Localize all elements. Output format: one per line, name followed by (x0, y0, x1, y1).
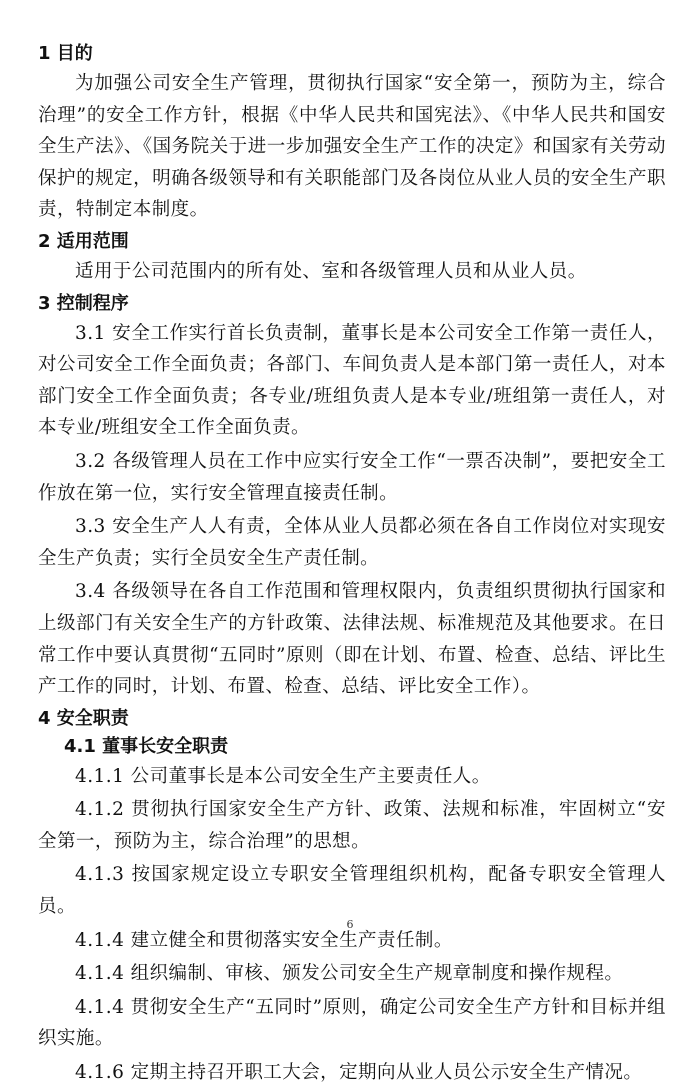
scope-paragraph: 适用于公司范围内的所有处、室和各级管理人员和从业人员。 (75, 260, 587, 282)
clause-3-3: 3.3 安全生产人人有责，全体从业人员都必须在各自工作岗位对实现安全生产负责；实行全员安全生产责任制。 (38, 516, 666, 569)
clause-4-1-6: 4.1.6 定期主持召开职工大会，定期向从业人员公示安全生产情况。 (75, 1062, 643, 1084)
clause-3-1: 3.1 安全工作实行首长负责制，董事长是本公司安全工作第一责任人，对公司安全工作全面负责；各部门、车间负责人是本部门第一责任人，对本部门安全工作全面负责；各专业/班组负责人是本专业/班组第一责任人，对本专业/班组安全工作全面负责。 (38, 322, 666, 439)
clause-4-1-4b: 4.1.4 组织编制、审核、颁发公司安全生产规章制度和操作规程。 (75, 963, 624, 985)
clause-3-4: 3.4 各级领导在各自工作范围和管理权限内，负责组织贯彻执行国家和上级部门有关安全生产的方针政策、法律法规、标准规范及其他要求。在日常工作中要认真贯彻“五同时”原则（即在计划、布置、检查、总结、评比生产工作的同时，计划、布置、检查、总结、评比安全工作）。 (38, 581, 666, 698)
clause-3-2: 3.2 各级管理人员在工作中应实行安全工作“一票否决制”，要把安全工作放在第一位，实行安全管理直接责任制。 (38, 450, 666, 504)
clause-4-1-1: 4.1.1 公司董事长是本公司安全生产主要责任人。 (75, 765, 491, 787)
clause-4-1-3: 4.1.3 按国家规定设立专职安全管理组织机构，配备专职安全管理人员。 (38, 864, 666, 918)
purpose-paragraph: 为加强公司安全生产管理，贯彻执行国家“安全第一，预防为主，综合治理”的安全工作方针，根据《中华人民共和国宪法》、《中华人民共和国安全生产法》、《国务院关于进一步加强安全生产工作的决定》和国家有关劳动保护的规定，明确各级领导和有关职能部门及各岗位从业人员的安全生产职责，特制定本制度。 (38, 73, 666, 221)
clause-4-1-2: 4.1.2 贯彻执行国家安全生产方针、政策、法规和标准，牢固树立“安全第一，预防为主，综合治理”的思想。 (38, 799, 666, 852)
subsection-heading-chairman-duties: 4.1 董事长安全职责 (64, 735, 229, 757)
section-heading-control-procedure: 3 控制程序 (38, 292, 129, 314)
section-heading-safety-duties: 4 安全职责 (38, 707, 129, 729)
section-heading-purpose: 1 目的 (38, 43, 93, 64)
clause-4-1-4a: 4.1.4 建立健全和贯彻落实安全生产责任制。 (75, 929, 453, 951)
section-heading-scope: 2 适用范围 (38, 230, 129, 252)
page-number: 6 (346, 918, 354, 931)
clause-4-1-4c: 4.1.4 贯彻安全生产“五同时”原则，确定公司安全生产方针和目标并组织实施。 (38, 996, 666, 1050)
document-page (38, 40, 666, 1091)
